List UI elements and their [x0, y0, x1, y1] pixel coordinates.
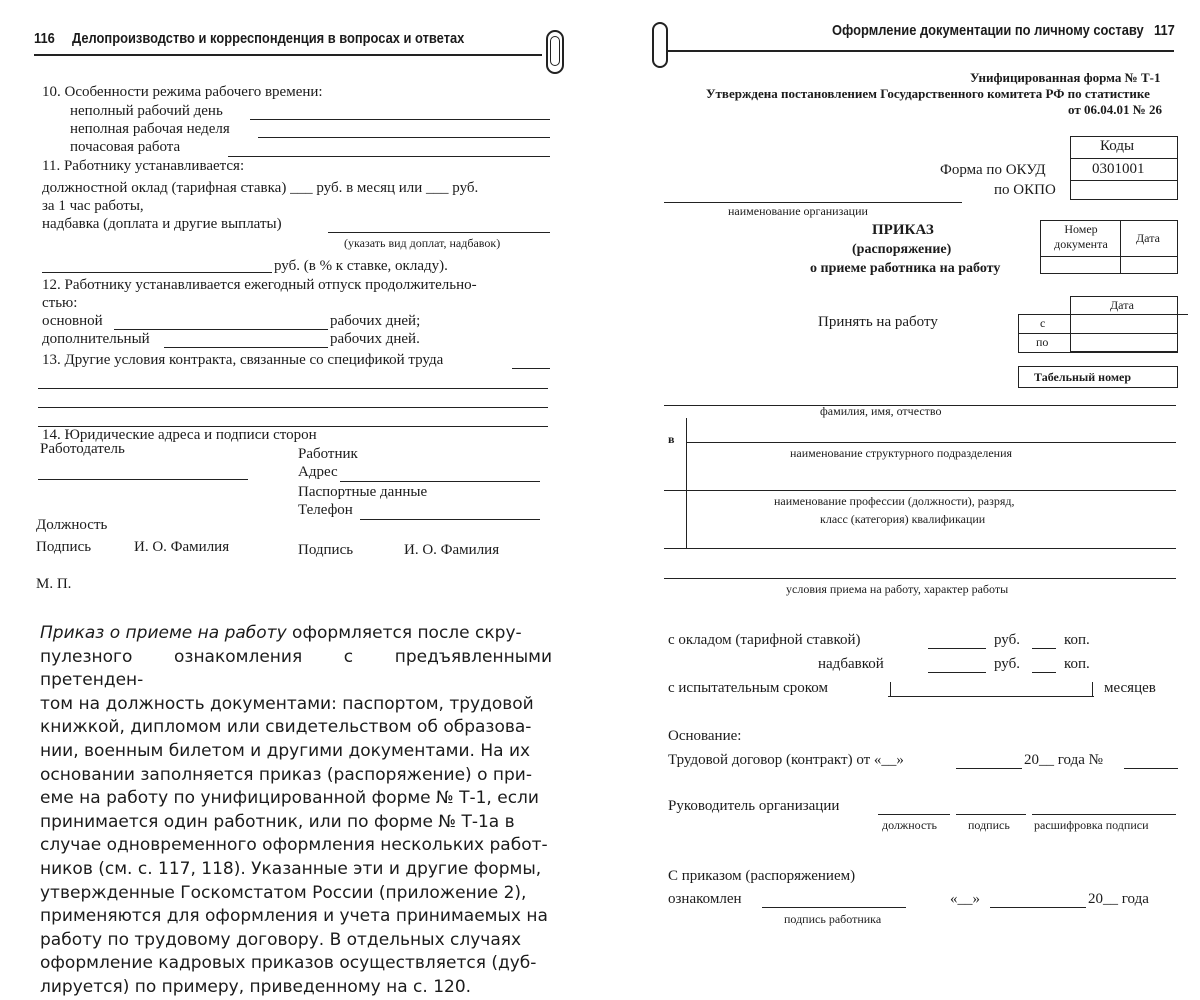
- conditions-caption: условия приема на работу, характер работы: [786, 582, 1009, 596]
- tab-number-label: Табельный номер: [1034, 370, 1132, 384]
- paperclip-icon-right: [652, 22, 668, 68]
- fill-line: [360, 519, 540, 520]
- item13-title: 13. Другие условия контракта, связанные со спецификой труда: [42, 352, 444, 368]
- paragraph-rest: оформляется после скру- пулезного ознакомления с предъявленными претенден- том на должность документами: паспортом, трудовой книжкой, дипломом или свидетельством об образова- нии, военным билетом и другими документами. На их основании заполняется приказ (распоряжение) о при- еме на работу по унифицированной форме № Т-1, если принимается один работник, или по форме № Т-1а в случае одновременного оформления нескольких работ- ников (см. с. 117, 118). Указанные эти и другие формы, утвержденные Госкомстатом России (приложение 2), применяются для оформления и учета принимаемых на работу по трудовому договору. В отдельных случаях оформление кадровых приказов осуществляется (дуб- лируется) по примеру, приведенному на с. 120.: [40, 623, 552, 997]
- bonus-kop: коп.: [1064, 656, 1090, 672]
- item11-bonus-pct: руб. (в % к ставке, окладу).: [274, 258, 448, 274]
- head-label: Руководитель организации: [668, 798, 840, 814]
- cap-position: должность: [882, 818, 937, 832]
- fill-line: [762, 907, 906, 908]
- fill-line: [250, 119, 550, 120]
- bonus-rub: руб.: [994, 656, 1020, 672]
- box-divider: [1018, 314, 1019, 352]
- item10-line-1: неполный рабочий день: [70, 103, 223, 119]
- fill-line: [1032, 648, 1056, 649]
- item11-bonus: надбавка (доплата и другие выплаты): [42, 216, 282, 232]
- probation-tick: [890, 682, 891, 696]
- prof-caption-b: класс (категория) квалификации: [820, 512, 986, 526]
- fill-line: [928, 648, 986, 649]
- item14-title: 14. Юридические адреса и подписи сторон: [42, 427, 317, 443]
- probation-label: с испытательным сроком: [668, 680, 828, 696]
- body-paragraph: [40, 622, 552, 1000]
- item12-title-cont: стью:: [42, 295, 78, 311]
- fill-line: [1032, 814, 1176, 815]
- item12-title: 12. Работнику устанавливается ежегодный отпуск продолжительно-: [42, 277, 477, 293]
- codes-label: Коды: [1100, 138, 1135, 154]
- acq-date-b: 20__ года: [1088, 891, 1149, 907]
- fill-line: [164, 347, 328, 348]
- employee-label: Работник: [298, 446, 358, 462]
- fio-caption: фамилия, имя, отчество: [820, 404, 942, 418]
- fill-line: [38, 479, 248, 480]
- page-number-right: 117: [1154, 22, 1175, 39]
- fill-line: [878, 814, 950, 815]
- salary-label: с окладом (тарифной ставкой): [668, 632, 861, 648]
- stamp-label: М. П.: [36, 576, 72, 592]
- running-head-left: Делопроизводство и корреспонденция в вопросах и ответах: [72, 30, 465, 47]
- acq-label-a: С приказом (распоряжением): [668, 868, 856, 884]
- item11-salary-cont: за 1 час работы,: [42, 198, 144, 214]
- employer-label: Работодатель: [40, 441, 125, 457]
- probation-tick: [1092, 682, 1093, 696]
- codes-divider: [1070, 158, 1178, 159]
- box-divider: [1040, 256, 1178, 257]
- order-title: ПРИКАЗ: [872, 222, 934, 238]
- org-line: [664, 202, 962, 203]
- item12-main-label: основной: [42, 313, 103, 329]
- order-sub: (распоряжение): [852, 242, 952, 257]
- prof-line-2: [664, 548, 1176, 549]
- phone-label: Телефон: [298, 502, 353, 518]
- prof-line: [664, 490, 1176, 491]
- signature-right: Подпись: [298, 542, 354, 558]
- form-header-3: от 06.04.01 № 26: [1068, 102, 1163, 117]
- item12-extra-label: дополнительный: [42, 331, 150, 347]
- months-label: месяцев: [1104, 680, 1156, 696]
- hire-label: Принять на работу: [818, 314, 938, 330]
- address-label: Адрес: [298, 464, 338, 480]
- fill-line: [928, 672, 986, 673]
- basis-label: Основание:: [668, 728, 742, 744]
- conditions-line: [664, 578, 1176, 579]
- acq-date-a: «__»: [950, 891, 980, 907]
- salary-rub: руб.: [994, 632, 1020, 648]
- item10-line-3: почасовая работа: [70, 139, 181, 155]
- box-divider: [1018, 352, 1178, 353]
- fill-line: [38, 388, 548, 389]
- item10-title: 10. Особенности режима рабочего времени:: [42, 84, 323, 100]
- acq-label-b: ознакомлен: [668, 891, 742, 907]
- prof-caption-a: наименование профессии (должности), разряд,: [774, 494, 1015, 508]
- contract-b: 20__ года №: [1024, 752, 1103, 768]
- probation-line: [888, 696, 1094, 697]
- fill-line: [114, 329, 328, 330]
- fill-line: [340, 481, 540, 482]
- fill-line: [956, 768, 1022, 769]
- box-divider: [1018, 333, 1178, 334]
- fill-line: [228, 156, 550, 157]
- running-head-right: Оформление документации по личному составу: [832, 22, 1144, 39]
- fill-line: [328, 232, 550, 233]
- passport-label: Паспортные данные: [298, 484, 428, 500]
- name-left: И. О. Фамилия: [134, 539, 230, 555]
- dept-line: [686, 442, 1176, 443]
- in-label: в: [668, 432, 675, 446]
- org-caption: наименование организации: [728, 204, 868, 218]
- cap-signature: подпись: [968, 818, 1010, 832]
- dept-caption: наименование структурного подразделения: [790, 446, 1013, 460]
- signature-left: Подпись: [36, 539, 92, 555]
- fill-line: [1124, 768, 1178, 769]
- item12-main-unit: рабочих дней;: [330, 313, 421, 329]
- fill-line: [990, 907, 1086, 908]
- date-header: Дата: [1110, 298, 1134, 312]
- item11-salary: должностной оклад (тарифная ставка) ___ руб. в месяц или ___ руб.: [42, 180, 479, 196]
- bonus-label: надбавкой: [818, 656, 884, 672]
- worker-signature: подпись работника: [784, 912, 882, 926]
- fill-line: [1032, 672, 1056, 673]
- page-number-left: 116: [34, 30, 55, 47]
- cap-decode: расшифровка подписи: [1034, 818, 1149, 832]
- salary-kop: коп.: [1064, 632, 1090, 648]
- fill-line: [258, 137, 550, 138]
- box-divider: [1018, 314, 1188, 315]
- to-label: по: [1036, 335, 1049, 349]
- form-header-2: Утверждена постановлением Государственного комитета РФ по статистике: [706, 86, 1150, 101]
- doc-number-label: Номер документа: [1054, 222, 1108, 251]
- form-header-1: Унифицированная форма № Т-1: [970, 70, 1161, 85]
- contract-a: Трудовой договор (контракт) от «__»: [668, 752, 904, 768]
- form-divider: [686, 418, 687, 548]
- box-divider: [1120, 220, 1121, 274]
- fill-line: [38, 407, 548, 408]
- item10-line-2: неполная рабочая неделя: [70, 121, 230, 137]
- from-label: с: [1040, 316, 1046, 330]
- paragraph-italic: Приказ о приеме на работу: [40, 623, 287, 643]
- fill-line: [956, 814, 1026, 815]
- name-right: И. О. Фамилия: [404, 542, 500, 558]
- item11-title: 11. Работнику устанавливается:: [42, 158, 245, 174]
- okud-value: 0301001: [1092, 161, 1145, 177]
- header-rule-right: [668, 50, 1174, 52]
- order-subject: о приеме работника на работу: [810, 261, 1001, 276]
- okpo-label: по ОКПО: [994, 182, 1056, 198]
- codes-divider: [1070, 180, 1178, 181]
- item12-extra-unit: рабочих дней.: [330, 331, 420, 347]
- item11-bonus-hint: (указать вид доплат, надбавок): [344, 236, 501, 250]
- paperclip-inner: [550, 36, 560, 66]
- okud-label: Форма по ОКУД: [940, 162, 1046, 178]
- header-rule-left: [34, 54, 542, 56]
- fill-line: [42, 272, 272, 273]
- fill-line: [512, 368, 550, 369]
- position-label: Должность: [36, 517, 108, 533]
- doc-date-label: Дата: [1136, 231, 1160, 245]
